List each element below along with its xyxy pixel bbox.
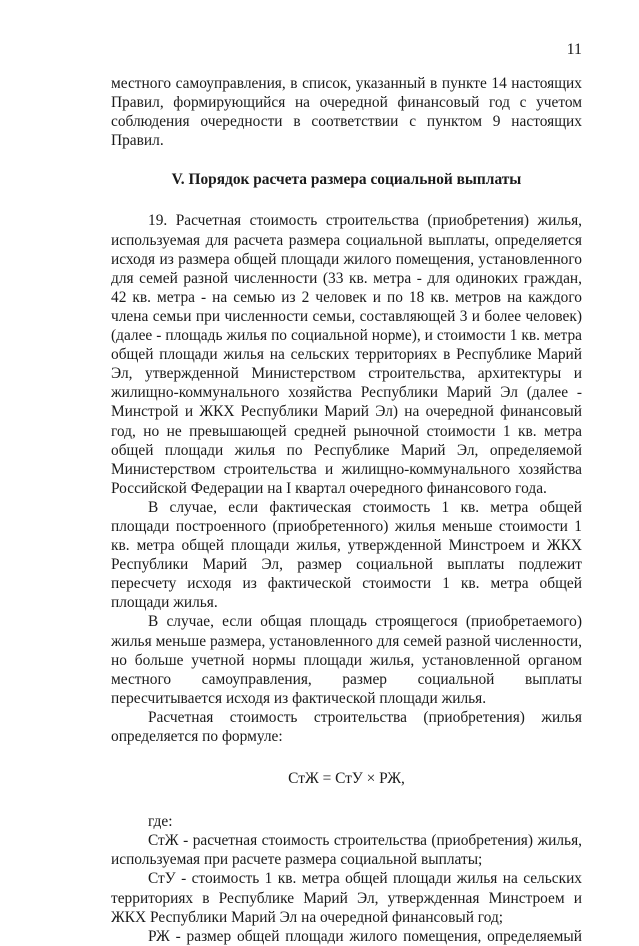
section-heading: V. Порядок расчета размера социальной выплаты [171, 171, 522, 189]
paragraph-formula-intro: Расчетная стоимость строительства (приобретения) жилья определяется по формуле: [111, 708, 582, 745]
paragraph-19: 19. Расчетная стоимость строительства (приобретения) жилья, используемая для расчета размера социальной выплаты, определяется исходя из размера общей площади жилого помещения, установленного для семей разной численности (33 кв. метра - для одиноких граждан, 42 кв. метра - на семью из 2 человек и по 18 кв. метров на каждого члена семьи при численности семьи, составляющей 3 и более человек) (далее - площадь жилья по социальной норме), и стоимости 1 кв. метра общей площади жилья на сельских территориях в Республике Марий Эл, утвержденной Министерством строительства, архитектуры и жилищно-коммунального хозяйства Республики Марий Эл (далее - Минстрой и ЖКХ Республики Марий Эл) на очередной финансовый год, но не превышающей средней рыночной стоимости 1 кв. метра общей площади жилья по Республике Марий Эл, определяемой Министерством строительства и жилищно-коммунального хозяйства Российской Федерации на I квартал очередного финансового года. [111, 212, 582, 497]
paragraph-continued: местного самоуправления, в список, указанный в пункте 14 настоящих Правил, формирующийся на очередной финансовый год с учетом соблюдения очередности в соответствии с пунктом 9 настоящих Правил. [111, 75, 582, 150]
page-number: 11 [566, 41, 582, 58]
paragraph-actual-area: В случае, если общая площадь строящегося (приобретаемого) жилья меньше размера, установленного для семей разной численности, но больше учетной нормы площади жилья, установленной органом местного самоуправления, размер социальной выплаты пересчитывается исходя из фактической площади жилья. [111, 613, 582, 707]
page-content [111, 74, 582, 946]
definition-stzh: СтЖ - расчетная стоимость строительства (приобретения) жилья, используемая при расчете размера социальной выплаты; [111, 832, 582, 869]
paragraph-actual-cost: В случае, если фактическая стоимость 1 кв. метра общей площади построенного (приобретенного) жилья меньше стоимости 1 кв. метра общей площади жилья, утвержденной Минстроем и ЖКХ Республики Марий Эл, размер социальной выплаты подлежит пересчету исходя из фактической стоимости 1 кв. метра общей площади жилья. [111, 498, 582, 612]
definition-rzh: РЖ - размер общей площади жилого помещения, определяемый [148, 927, 582, 945]
formula-where: где: [148, 813, 173, 831]
formula: СтЖ = СтУ × РЖ, [288, 770, 405, 788]
definition-stu: СтУ - стоимость 1 кв. метра общей площади жилья на сельских территориях в Республике Марий Эл, утвержденная Минстроем и ЖКХ Республики Марий Эл на очередной финансовый год; [111, 870, 582, 926]
